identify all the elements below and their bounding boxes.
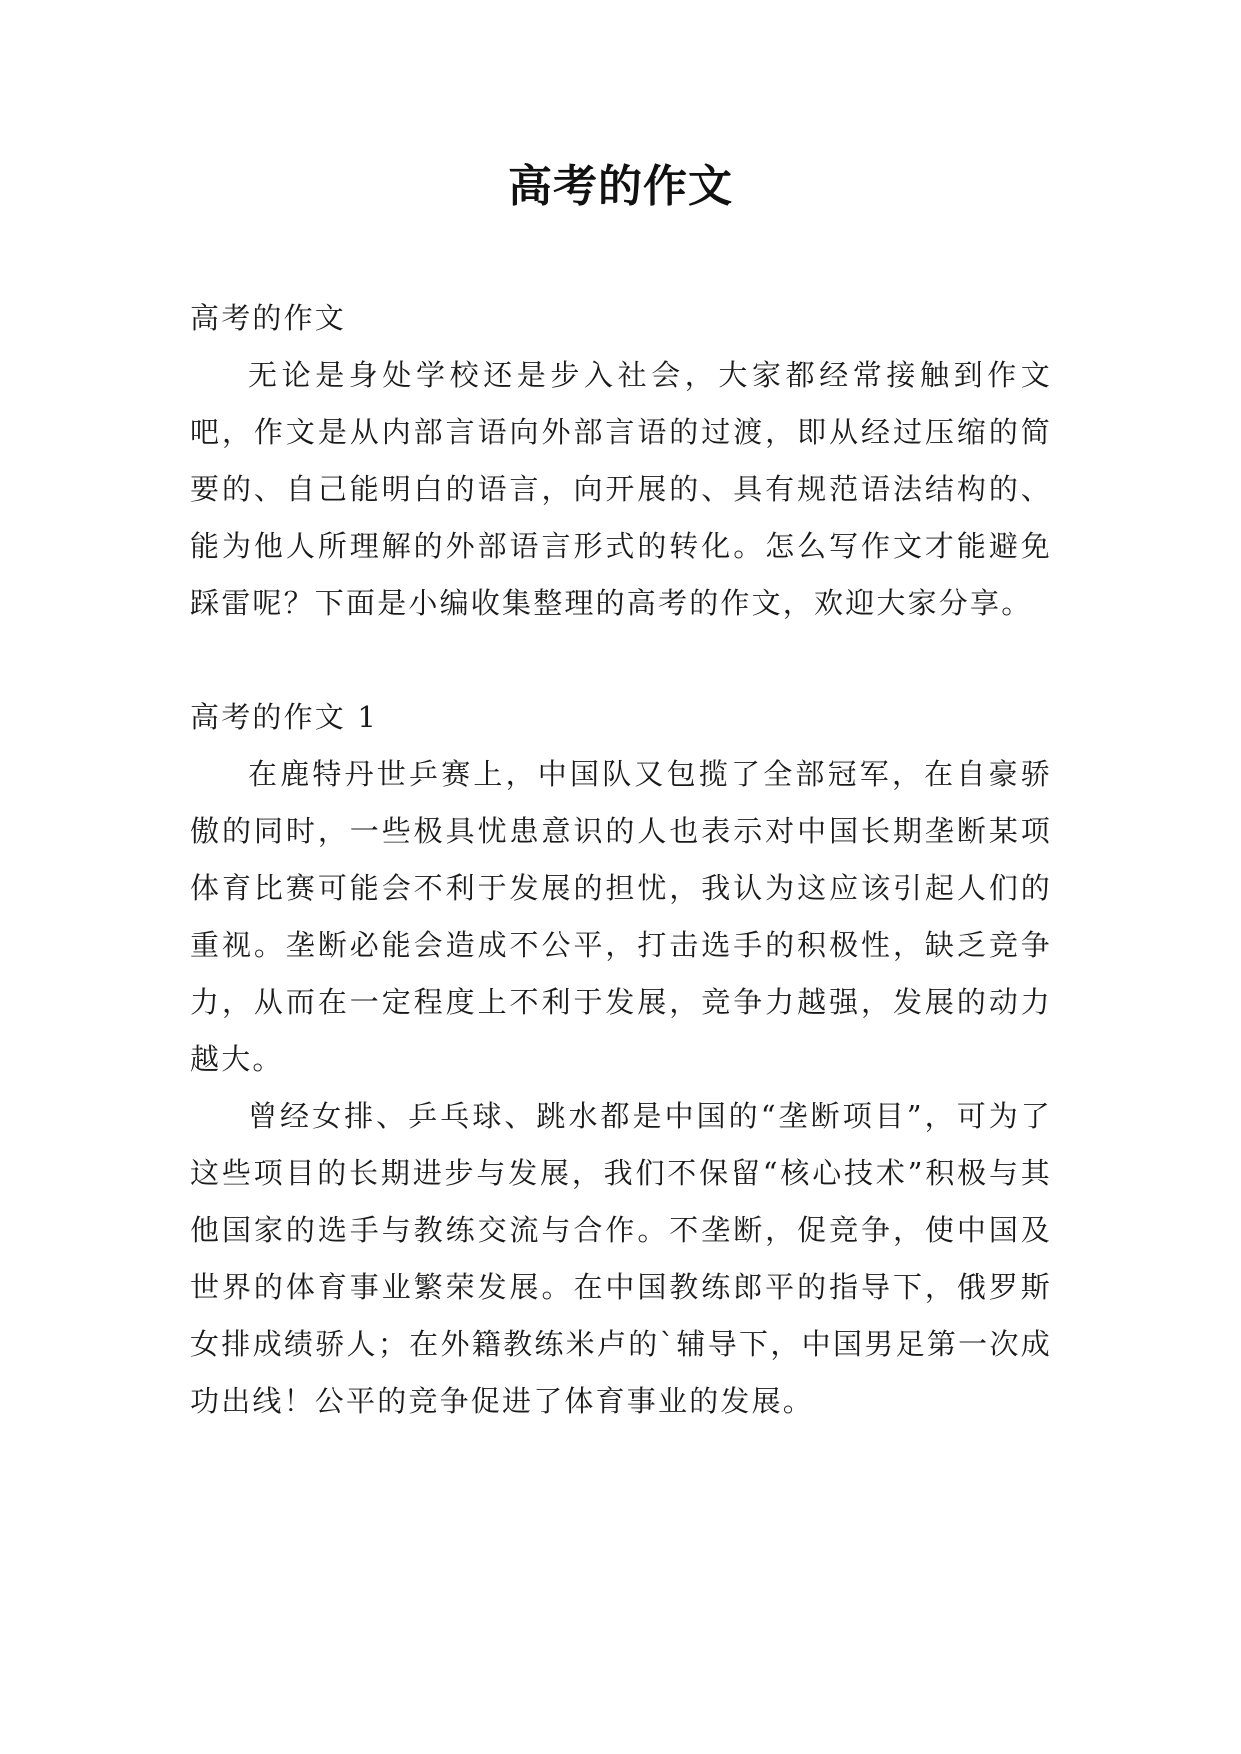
document-body [190,290,1052,1430]
section-gap [190,632,1052,689]
section-heading: 高考的作文 1 [190,700,379,734]
section-heading: 高考的作文 [190,301,347,335]
document-title: 高考的作文 [508,161,733,212]
paragraph: 在鹿特丹世乒赛上，中国队又包揽了全部冠军，在自豪骄傲的同时，一些极具忧患意识的人也表示对中国长期垄断某项体育比赛可能会不利于发展的担忧，我认为这应该引起人们的重视。垄断必能会造成不公平，打击选手的积极性，缺乏竞争力，从而在一定程度上不利于发展，竞争力越强，发展的动力越大。 [190,757,1052,1076]
paragraph: 无论是身处学校还是步入社会，大家都经常接触到作文吧，作文是从内部言语向外部言语的过渡，即从经过压缩的简要的、自己能明白的语言，向开展的、具有规范语法结构的、能为他人所理解的外部语言形式的转化。怎么写作文才能避免踩雷呢？下面是小编收集整理的高考的作文，欢迎大家分享。 [190,358,1052,620]
paragraph: 曾经女排、乒乓球、跳水都是中国的“垄断项目”，可为了这些项目的长期进步与发展，我们不保留“核心技术”积极与其他国家的选手与教练交流与合作。不垄断，促竞争，使中国及世界的体育事业繁荣发展。在中国教练郎平的指导下，俄罗斯女排成绩骄人；在外籍教练米卢的`辅导下，中国男足第一次成功出线！公平的竞争促进了体育事业的发展。 [190,1099,1052,1418]
